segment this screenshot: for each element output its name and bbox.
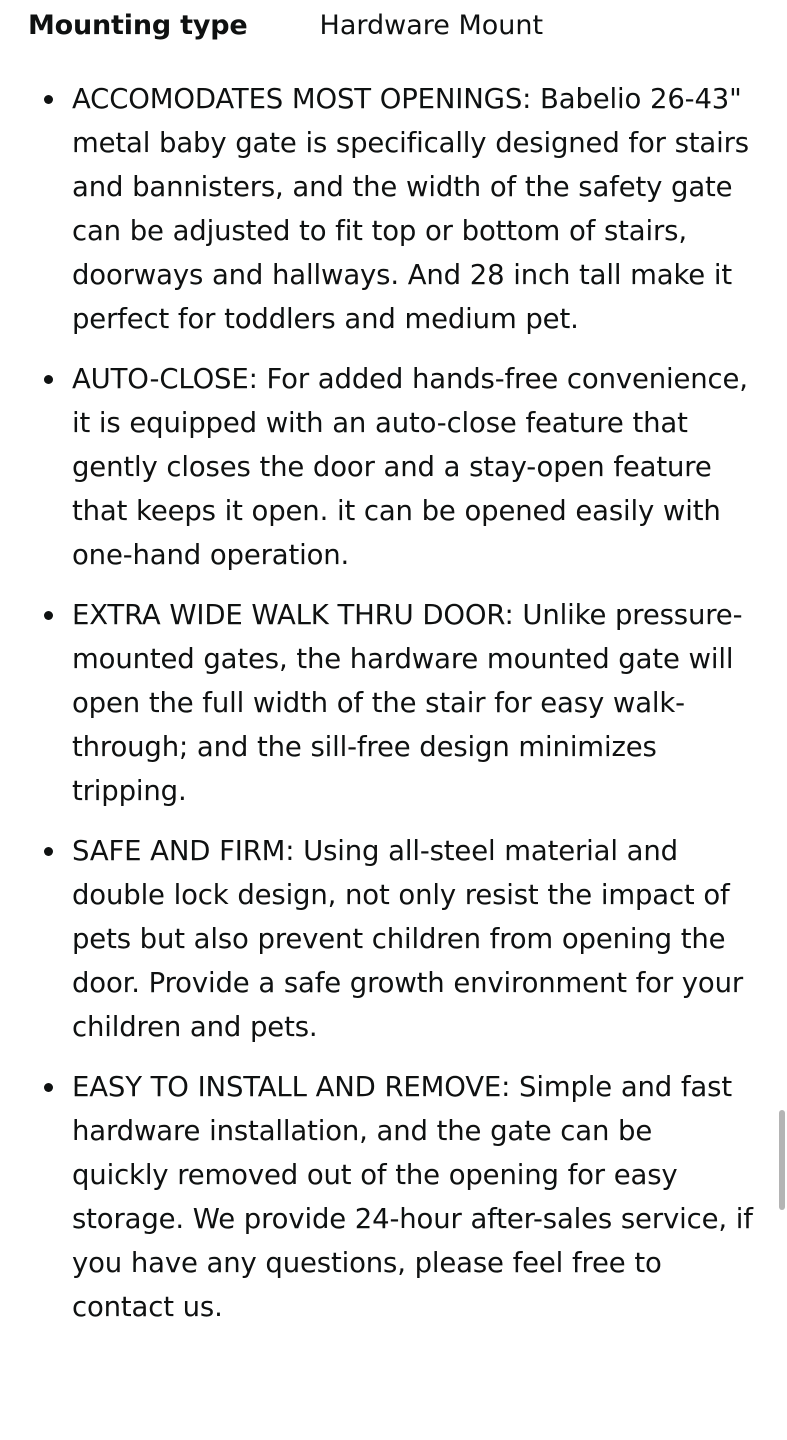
feature-text: EXTRA WIDE WALK THRU DOOR: Unlike pressure-mounted gates, the hardware mounted gate will open the full width of the stair for easy walk-through; and the sill-free design minimizes tripping. (72, 599, 743, 807)
feature-text: SAFE AND FIRM: Using all-steel material and double lock design, not only resist the impact of pets but also prevent children from opening the door. Provide a safe growth environment for your children and pets. (72, 835, 744, 1043)
bullet-icon (44, 611, 53, 620)
list-item (34, 77, 753, 341)
feature-bullet-list (0, 41, 787, 1329)
feature-text: ACCOMODATES MOST OPENINGS: Babelio 26-43" metal baby gate is specifically designed for stairs and bannisters, and the width of the safety gate can be adjusted to fit top or bottom of stairs, doorways and hallways. And 28 inch tall make it perfect for toddlers and medium pet. (72, 83, 749, 335)
bullet-icon (44, 375, 53, 384)
attribute-label: Mounting type (28, 10, 248, 41)
attribute-row (0, 0, 787, 41)
list-item (34, 357, 753, 577)
attribute-value: Hardware Mount (319, 10, 544, 41)
feature-text: AUTO-CLOSE: For added hands-free convenience, it is equipped with an auto-close feature that gently closes the door and a stay-open feature that keeps it open. it can be opened easily with one-hand operation. (72, 363, 748, 571)
bullet-icon (44, 847, 53, 856)
vertical-scrollbar[interactable] (779, 1110, 785, 1210)
list-item (34, 1065, 753, 1329)
bullet-icon (44, 1083, 53, 1092)
bullet-icon (44, 95, 53, 104)
feature-text: EASY TO INSTALL AND REMOVE: Simple and fast hardware installation, and the gate can be quickly removed out of the opening for easy storage. We provide 24-hour after-sales service, if you have any questions, please feel free to contact us. (72, 1071, 753, 1323)
list-item (34, 593, 753, 813)
list-item (34, 829, 753, 1049)
